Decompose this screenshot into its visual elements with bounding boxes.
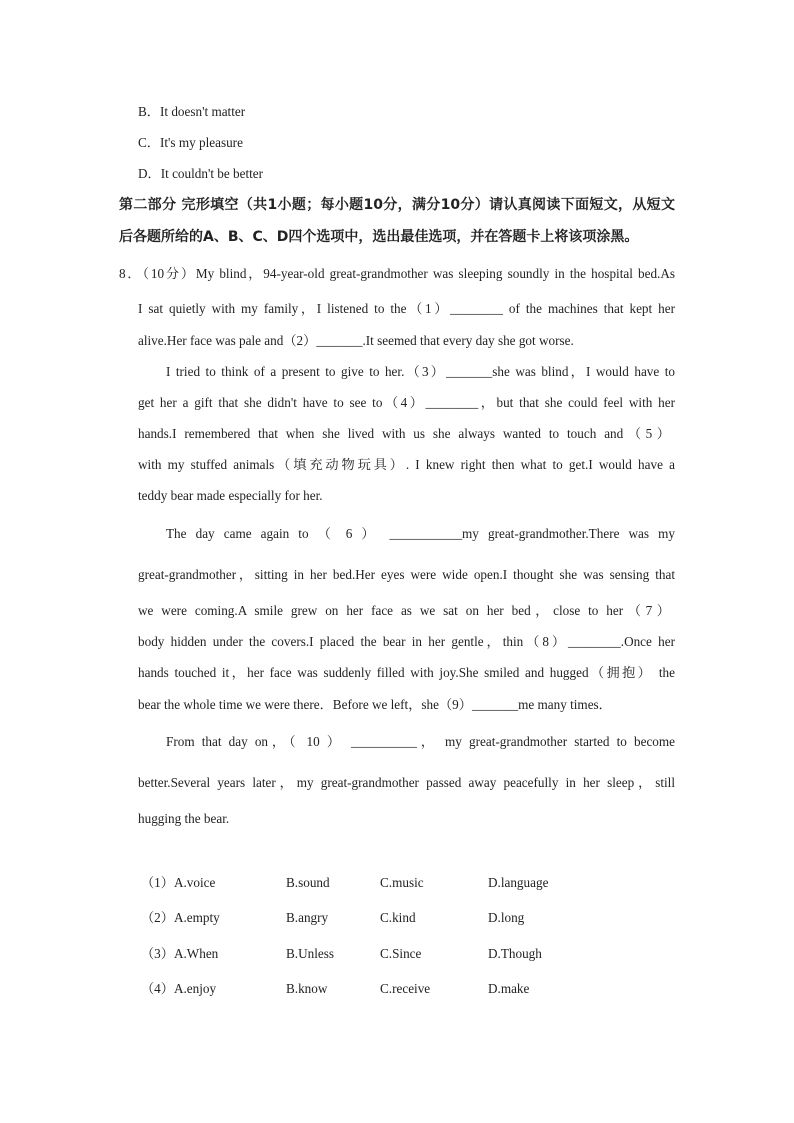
question-1-option-a: （1）A.voice — [141, 875, 216, 890]
question-2-option-b: B.angry — [286, 910, 329, 925]
question-4-option-a: （4）A.enjoy — [141, 981, 217, 996]
question-1-option-c: C.music — [380, 875, 424, 890]
passage-line: From that day on，（ 10 ） __________， my great-grandmother started to become — [166, 734, 675, 749]
passage-line: I sat quietly with my family，I listened to the（1）________ of the machines that kept her — [138, 301, 675, 316]
passage-line: hugging the bear. — [138, 811, 230, 826]
passage-line: alive.Her face was pale and（2）_______.It seemed that every day she got worse. — [138, 333, 574, 348]
passage-line: better.Several years later，my great-grandmother passed away peacefully in her sleep，still — [138, 775, 675, 790]
question-4-option-c: C.receive — [380, 981, 431, 996]
question-1-option-b: B.sound — [286, 875, 330, 890]
question-3-option-a: （3）A.When — [141, 946, 219, 961]
passage-line: great-grandmother，sitting in her bed.Her eyes were wide open.I thought she was sensing that — [138, 567, 675, 582]
passage-line: hands touched it，her face was suddenly filled with joy.She smiled and hugged（拥抱） the — [138, 665, 675, 680]
passage-line: I tried to think of a present to give to her.（3）_______she was blind，I would have to — [166, 364, 675, 379]
section-heading-line-2: 后各题所给的A、B、C、D四个选项中，选出最佳选项，并在答题卡上将该项涂黑。 — [119, 229, 639, 245]
passage-line: get her a gift that she didn't have to see to（4）________，but that she could feel with her — [138, 395, 675, 410]
question-1-option-d: D.language — [488, 875, 549, 890]
question-3-option-d: D.Though — [488, 946, 542, 961]
option-d: D．It couldn't be better — [138, 166, 264, 181]
passage-line: body hidden under the covers.I placed the bear in her gentle，thin（8）________.Once her — [138, 634, 675, 649]
passage-line: we were coming.A smile grew on her face as we sat on her bed，close to her（7） — [138, 603, 670, 618]
passage-line: teddy bear made especially for her. — [138, 488, 323, 503]
passage-line: bear the whole time we were there．Before we left，she（9）_______me many times． — [138, 697, 612, 712]
section-heading-line-1: 第二部分 完形填空（共1小题；每小题10分，满分10分）请认真阅读下面短文，从短文 — [119, 197, 675, 213]
question-2-option-d: D.long — [488, 910, 525, 925]
question-2-option-a: （2）A.empty — [141, 910, 220, 925]
question-2-option-c: C.kind — [380, 910, 416, 925]
question-4-option-d: D.make — [488, 981, 530, 996]
question-4-option-b: B.know — [286, 981, 328, 996]
passage-line: with my stuffed animals（填充动物玩具）. I knew right then what to get.I would have a — [138, 457, 675, 472]
question-3-option-c: C.Since — [380, 946, 422, 961]
passage-line: The day came again to （ 6 ） ___________my great-grandmother.There was my — [166, 526, 675, 541]
option-c: C．It's my pleasure — [138, 135, 243, 150]
passage-line: hands.I remembered that when she lived with us she always wanted to touch and（5） — [138, 426, 670, 441]
passage-line: 8．（10分）My blind，94-year-old great-grandmother was sleeping soundly in the hospital bed.As — [119, 266, 675, 281]
option-b: B．It doesn't matter — [138, 104, 246, 119]
question-3-option-b: B.Unless — [286, 946, 334, 961]
